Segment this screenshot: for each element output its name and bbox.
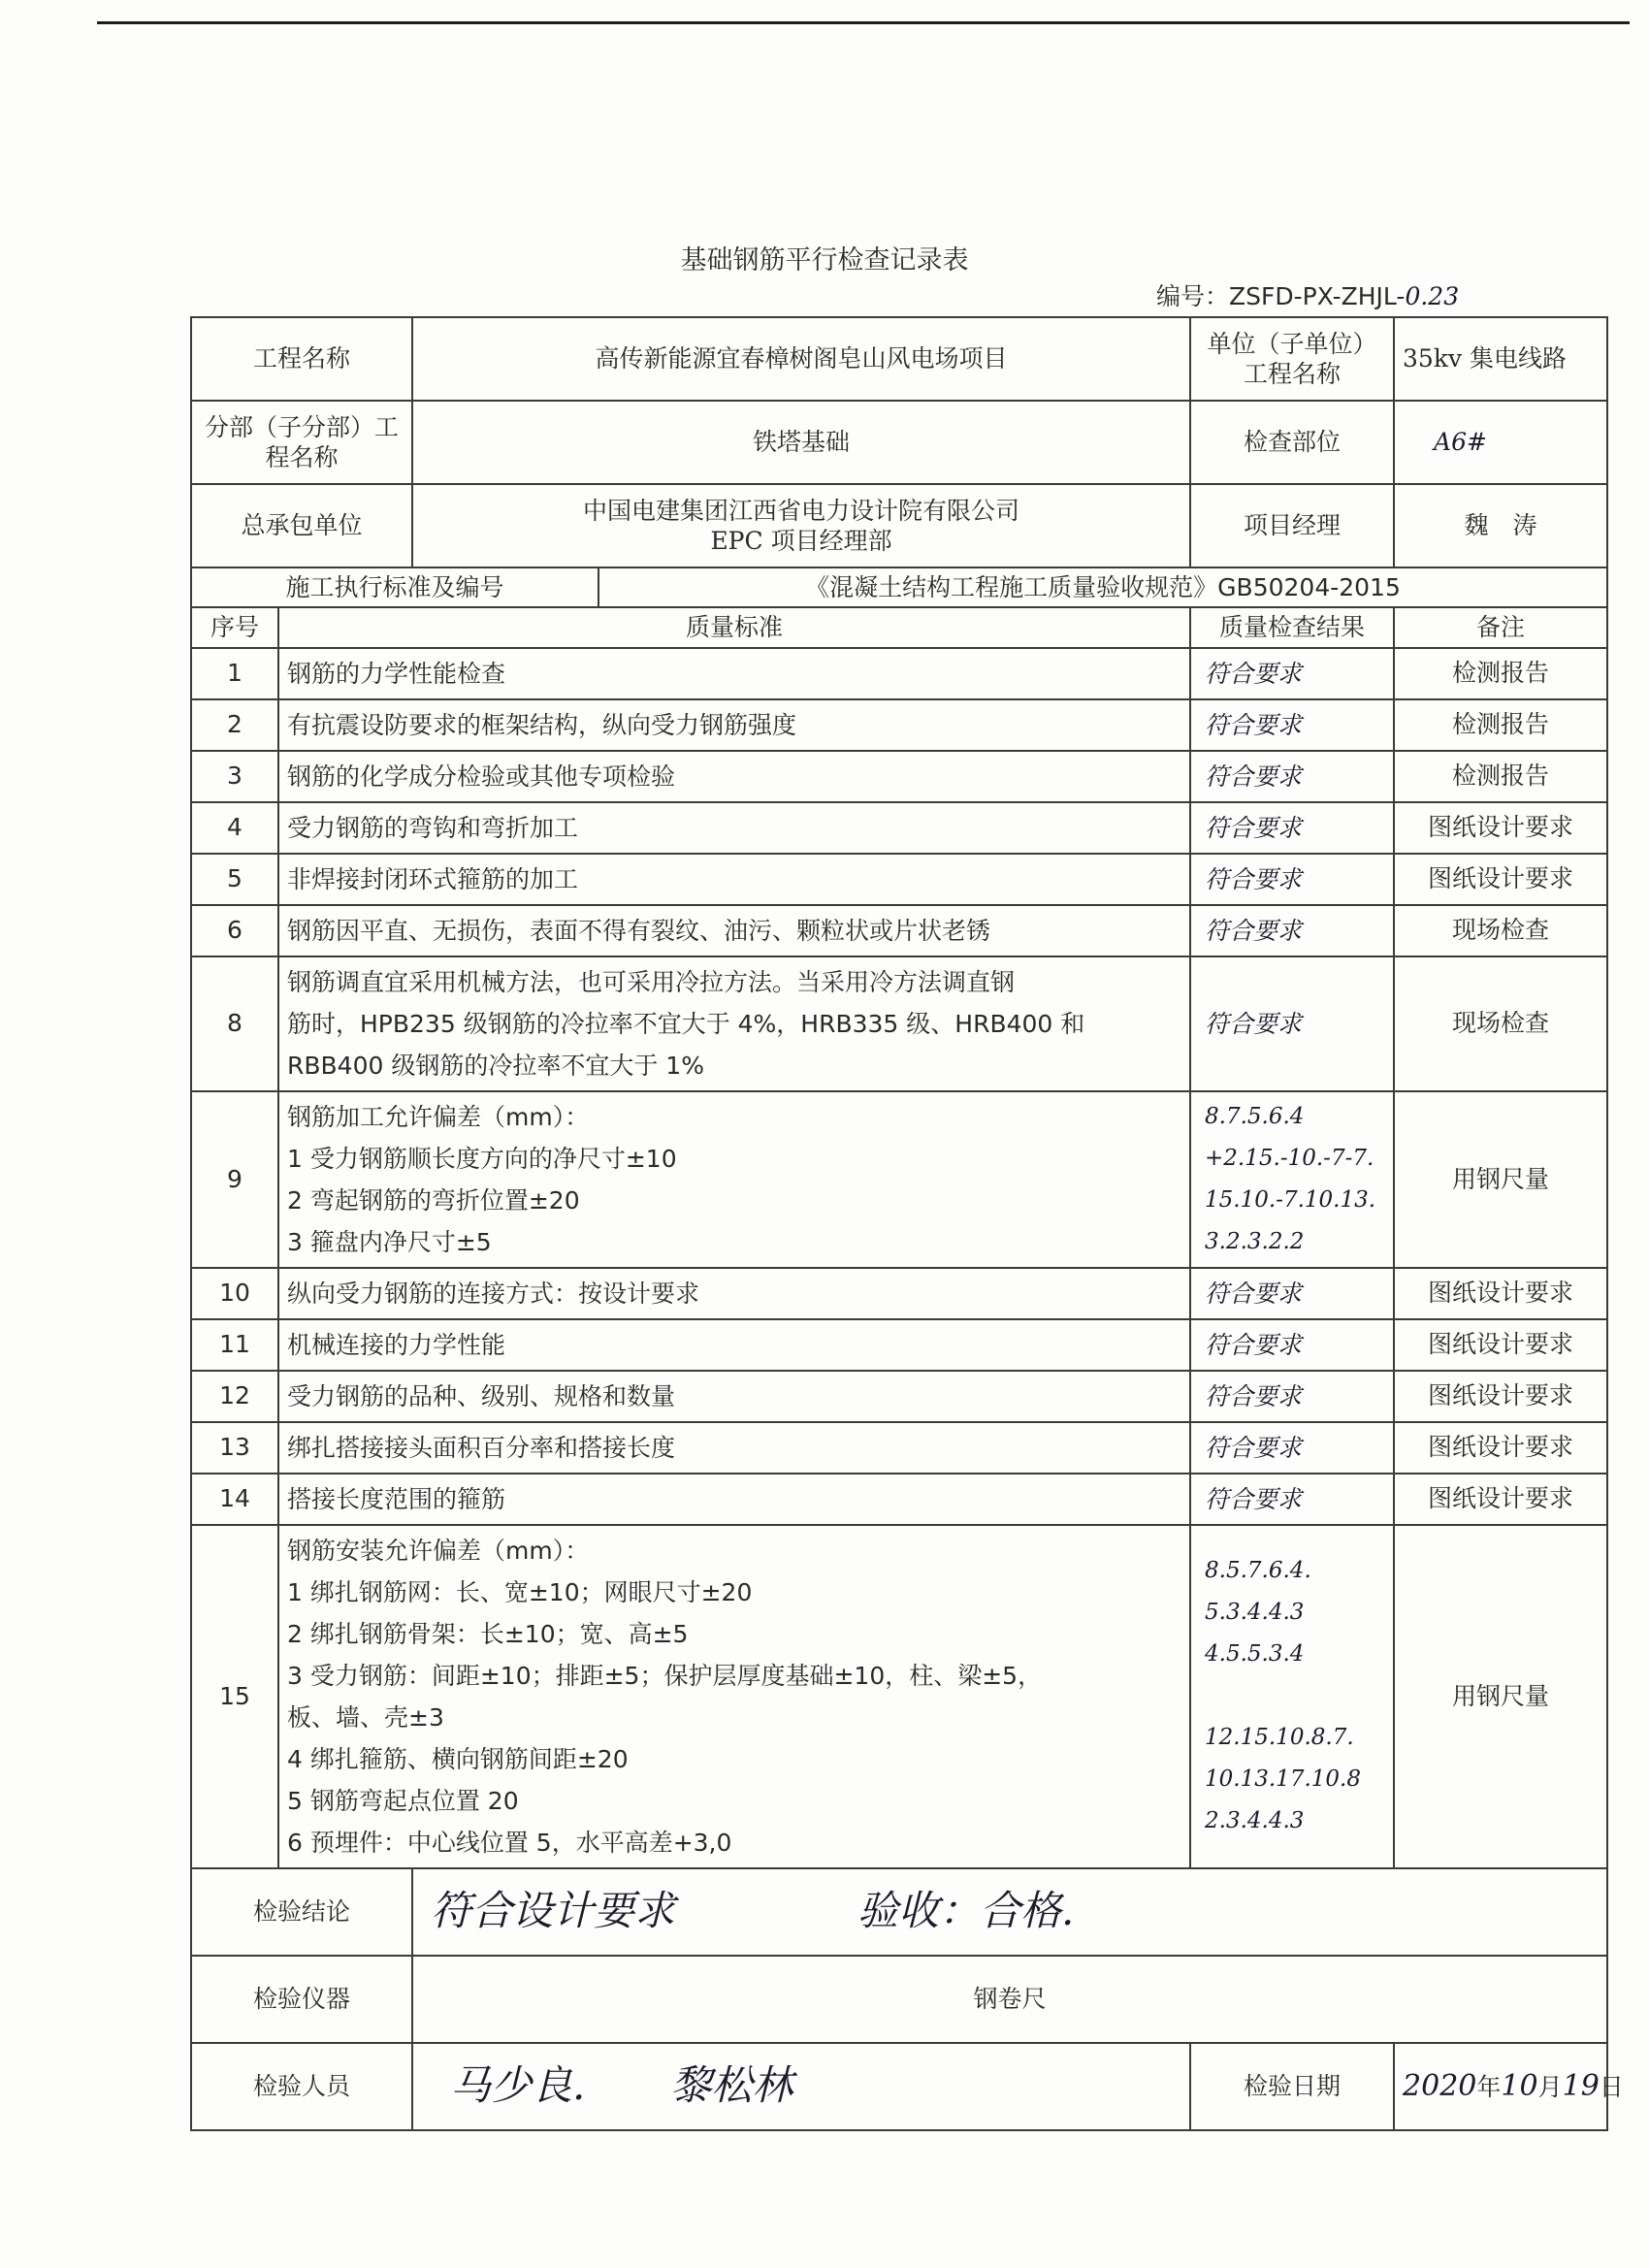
quality-standard-line: 机械连接的力学性能 [287, 1330, 506, 1359]
check-result-handwritten: 符合要求 [1205, 1279, 1303, 1308]
scan-edge-line [97, 21, 1630, 24]
quality-standard-line: 搭接长度范围的箍筋 [287, 1484, 506, 1513]
check-result [1190, 802, 1394, 854]
quality-standard-line: 3 受力钢筋：间距±10；排距±5；保护层厚度基础±10，柱、梁±5， [287, 1661, 1043, 1690]
quality-standard-line: 2 绑扎钢筋骨架：长±10；宽、高±5 [287, 1619, 689, 1648]
table-row [191, 1422, 1607, 1474]
check-result [1190, 1371, 1394, 1422]
column-header-no: 序号 [191, 607, 278, 647]
remark: 图纸设计要求 [1394, 1474, 1607, 1525]
standard-label: 施工执行标准及编号 [191, 567, 598, 607]
check-result-handwritten: 15.10.-7.10.13. [1205, 1186, 1376, 1213]
contractor-label: 总承包单位 [191, 484, 412, 567]
row-number: 13 [191, 1422, 278, 1474]
check-result [1190, 751, 1394, 802]
table-row [191, 854, 1607, 905]
remark: 图纸设计要求 [1394, 1268, 1607, 1319]
check-result-handwritten: 符合要求 [1205, 659, 1303, 688]
table-row [191, 802, 1607, 854]
document-number-handwritten: 0.23 [1405, 282, 1460, 310]
project-name-value: 高传新能源宜春樟树阁皂山风电场项目 [412, 317, 1190, 401]
row-number: 1 [191, 648, 278, 699]
check-result-handwritten: 符合要求 [1205, 1433, 1303, 1462]
date-year-suffix: 年 [1476, 2072, 1502, 2101]
check-result [1190, 1091, 1394, 1268]
header-row-project [191, 317, 1607, 401]
quality-standard-line: 有抗震设防要求的框架结构，纵向受力钢筋强度 [287, 710, 797, 739]
quality-standard [278, 751, 1190, 802]
quality-standard-line: 受力钢筋的品种、级别、规格和数量 [287, 1381, 676, 1410]
check-result-handwritten: 5.3.4.4.3 [1205, 1600, 1305, 1625]
quality-standard [278, 854, 1190, 905]
check-result [1190, 1474, 1394, 1525]
remark: 检测报告 [1394, 751, 1607, 802]
inspector-signature-2: 黎松林 [670, 2061, 793, 2110]
check-result-handwritten: 符合要求 [1205, 710, 1303, 739]
quality-standard-line: 1 绑扎钢筋网：长、宽±10；网眼尺寸±20 [287, 1577, 753, 1606]
inspector-label: 检验人员 [191, 2043, 412, 2130]
quality-standard-line: 6 预埋件：中心线位置 5，水平高差+3,0 [287, 1828, 732, 1857]
check-result [1190, 699, 1394, 751]
check-result [1190, 905, 1394, 956]
inspection-date-value [1394, 2043, 1624, 2130]
date-year: 2020 [1403, 2068, 1477, 2103]
table-row [191, 751, 1607, 802]
instrument-value: 钢卷尺 [412, 1956, 1607, 2043]
subdivision-label: 分部（子分部）工程名称 [191, 401, 412, 484]
header-row-subdivision [191, 401, 1607, 484]
check-result [1190, 1422, 1394, 1474]
quality-standard-line: 2 弯起钢筋的弯折位置±20 [287, 1185, 580, 1215]
standard-value: 《混凝土结构工程施工质量验收规范》GB50204-2015 [598, 567, 1607, 607]
date-month-suffix: 月 [1537, 2072, 1563, 2101]
inspection-table [190, 316, 1624, 2131]
table-row [191, 1525, 1607, 1868]
check-result-handwritten: 符合要求 [1205, 761, 1303, 791]
quality-standard [278, 802, 1190, 854]
quality-standard-line: 绑扎搭接接头面积百分率和搭接长度 [287, 1433, 676, 1462]
manager-label: 项目经理 [1190, 484, 1394, 567]
remark: 现场检查 [1394, 905, 1607, 956]
row-number: 11 [191, 1319, 278, 1371]
check-result-handwritten [1205, 1675, 1385, 1717]
quality-standard-line: 1 受力钢筋顺长度方向的净尺寸±10 [287, 1144, 677, 1173]
remark: 图纸设计要求 [1394, 1371, 1607, 1422]
document-number [1156, 277, 1459, 312]
remark: 用钢尺量 [1394, 1525, 1607, 1868]
row-number: 8 [191, 956, 278, 1091]
quality-standard [278, 1091, 1190, 1268]
inspection-rows [191, 648, 1607, 1868]
subdivision-value: 铁塔基础 [412, 401, 1190, 484]
document-title: 基础钢筋平行检查记录表 [680, 245, 969, 275]
quality-standard-line: 钢筋的力学性能检查 [287, 659, 506, 688]
table-row [191, 1268, 1607, 1319]
inspection-date-label: 检验日期 [1190, 2043, 1394, 2130]
row-number: 14 [191, 1474, 278, 1525]
quality-standard-line: RBB400 级钢筋的冷拉率不宜大于 1% [287, 1051, 704, 1080]
table-row [191, 1371, 1607, 1422]
conclusion-value [412, 1868, 1607, 1956]
row-number: 6 [191, 905, 278, 956]
check-result-handwritten: 2.3.4.4.3 [1205, 1808, 1305, 1833]
inspector-value [412, 2043, 1190, 2130]
contractor-value [412, 484, 1190, 567]
row-number: 15 [191, 1525, 278, 1868]
check-result-handwritten: 4.5.5.3.4 [1205, 1641, 1305, 1667]
remark: 现场检查 [1394, 956, 1607, 1091]
contractor-line-1: 中国电建集团江西省电力设计院有限公司 [583, 496, 1020, 525]
quality-standard-line: 钢筋的化学成分检验或其他专项检验 [287, 761, 676, 791]
quality-standard-line: 4 绑扎箍筋、横向钢筋间距±20 [287, 1744, 629, 1773]
check-result [1190, 1268, 1394, 1319]
row-number: 2 [191, 699, 278, 751]
check-result-handwritten: 8.7.5.6.4 [1205, 1103, 1305, 1129]
quality-standard-line: 受力钢筋的弯钩和弯折加工 [287, 813, 579, 842]
check-result-handwritten: +2.15.-10.-7-7. [1205, 1145, 1374, 1171]
check-result-handwritten: 8.5.7.6.4. [1205, 1558, 1311, 1583]
row-number: 3 [191, 751, 278, 802]
check-result-handwritten: 10.13.17.10.8 [1205, 1766, 1361, 1792]
quality-standard [278, 1319, 1190, 1371]
table-row [191, 699, 1607, 751]
date-day: 19 [1562, 2068, 1600, 2103]
column-header-remark: 备注 [1394, 607, 1607, 647]
row-number: 9 [191, 1091, 278, 1268]
check-result-handwritten: 符合要求 [1205, 1009, 1303, 1038]
check-result-handwritten: 符合要求 [1205, 1381, 1303, 1410]
inspection-part-value: A6# [1394, 401, 1607, 484]
check-result-handwritten: 符合要求 [1205, 864, 1303, 893]
quality-standard-line: 非焊接封闭环式箍筋的加工 [287, 864, 579, 893]
quality-standard [278, 699, 1190, 751]
check-result-handwritten: 3.2.3.2.2 [1205, 1228, 1305, 1254]
row-number: 4 [191, 802, 278, 854]
quality-standard [278, 1371, 1190, 1422]
remark: 图纸设计要求 [1394, 802, 1607, 854]
quality-standard-line: 5 钢筋弯起点位置 20 [287, 1786, 519, 1815]
conclusion-label: 检验结论 [191, 1868, 412, 1956]
quality-standard-line: 钢筋因平直、无损伤，表面不得有裂纹、油污、颗粒状或片状老锈 [287, 916, 991, 945]
check-result-handwritten: 符合要求 [1205, 1330, 1303, 1359]
conclusion-handwritten-1: 符合设计要求 [431, 1887, 676, 1935]
row-number: 12 [191, 1371, 278, 1422]
unit-value: 35kv 集电线路 [1394, 317, 1607, 401]
table-row [191, 905, 1607, 956]
quality-standard-line: 板、墙、壳±3 [287, 1702, 444, 1732]
check-result [1190, 648, 1394, 699]
check-result-handwritten: 12.15.10.8.7. [1205, 1725, 1354, 1750]
contractor-line-2: EPC 项目经理部 [710, 527, 892, 555]
unit-label: 单位（子单位）工程名称 [1190, 317, 1394, 401]
quality-standard-line: 纵向受力钢筋的连接方式：按设计要求 [287, 1279, 700, 1308]
table-row [191, 1474, 1607, 1525]
column-header-result: 质量检查结果 [1190, 607, 1394, 647]
check-result-handwritten: 符合要求 [1205, 1484, 1303, 1513]
remark: 用钢尺量 [1394, 1091, 1607, 1268]
inspector-signature-1: 马少良. [450, 2061, 586, 2110]
header-row-contractor [191, 484, 1607, 567]
date-day-suffix: 日 [1599, 2072, 1624, 2101]
conclusion-handwritten-2: 验收：合格. [857, 1887, 1075, 1935]
check-result [1190, 956, 1394, 1091]
column-header-row [191, 607, 1607, 647]
check-result-handwritten: 符合要求 [1205, 916, 1303, 945]
table-row [191, 956, 1607, 1091]
quality-standard [278, 1525, 1190, 1868]
document-number-label: 编号：ZSFD-PX-ZHJL- [1156, 282, 1406, 310]
quality-standard-line: 钢筋调直宜采用机械方法，也可采用冷拉方法。当采用冷方法调直钢 [287, 967, 1016, 996]
check-result-handwritten: 符合要求 [1205, 813, 1303, 842]
remark: 图纸设计要求 [1394, 854, 1607, 905]
quality-standard [278, 1422, 1190, 1474]
remark: 图纸设计要求 [1394, 1319, 1607, 1371]
column-header-standard: 质量标准 [278, 607, 1190, 647]
project-name-label: 工程名称 [191, 317, 412, 401]
instrument-label: 检验仪器 [191, 1956, 412, 2043]
quality-standard-line: 筋时，HPB235 级钢筋的冷拉率不宜大于 4%，HRB335 级、HRB400 和 [287, 1009, 1085, 1038]
table-row [191, 1319, 1607, 1371]
table-row [191, 1091, 1607, 1268]
row-number: 10 [191, 1268, 278, 1319]
quality-standard [278, 648, 1190, 699]
quality-standard-line: 钢筋安装允许偏差（mm）： [287, 1536, 590, 1565]
footer-row-conclusion [191, 1868, 1607, 1956]
quality-standard [278, 956, 1190, 1091]
header-row-standard [191, 567, 1607, 607]
check-result [1190, 854, 1394, 905]
inspection-part-label: 检查部位 [1190, 401, 1394, 484]
manager-value: 魏 涛 [1394, 484, 1607, 567]
table-row [191, 648, 1607, 699]
remark: 检测报告 [1394, 699, 1607, 751]
quality-standard [278, 905, 1190, 956]
date-month: 10 [1501, 2068, 1538, 2103]
check-result [1190, 1319, 1394, 1371]
row-number: 5 [191, 854, 278, 905]
quality-standard-line: 钢筋加工允许偏差（mm）： [287, 1102, 590, 1131]
check-result [1190, 1525, 1394, 1868]
quality-standard-line: 3 箍盘内净尺寸±5 [287, 1227, 492, 1256]
remark: 检测报告 [1394, 648, 1607, 699]
footer-row-instrument [191, 1956, 1607, 2043]
quality-standard [278, 1268, 1190, 1319]
remark: 图纸设计要求 [1394, 1422, 1607, 1474]
quality-standard [278, 1474, 1190, 1525]
footer-row-inspector [191, 2043, 1607, 2130]
